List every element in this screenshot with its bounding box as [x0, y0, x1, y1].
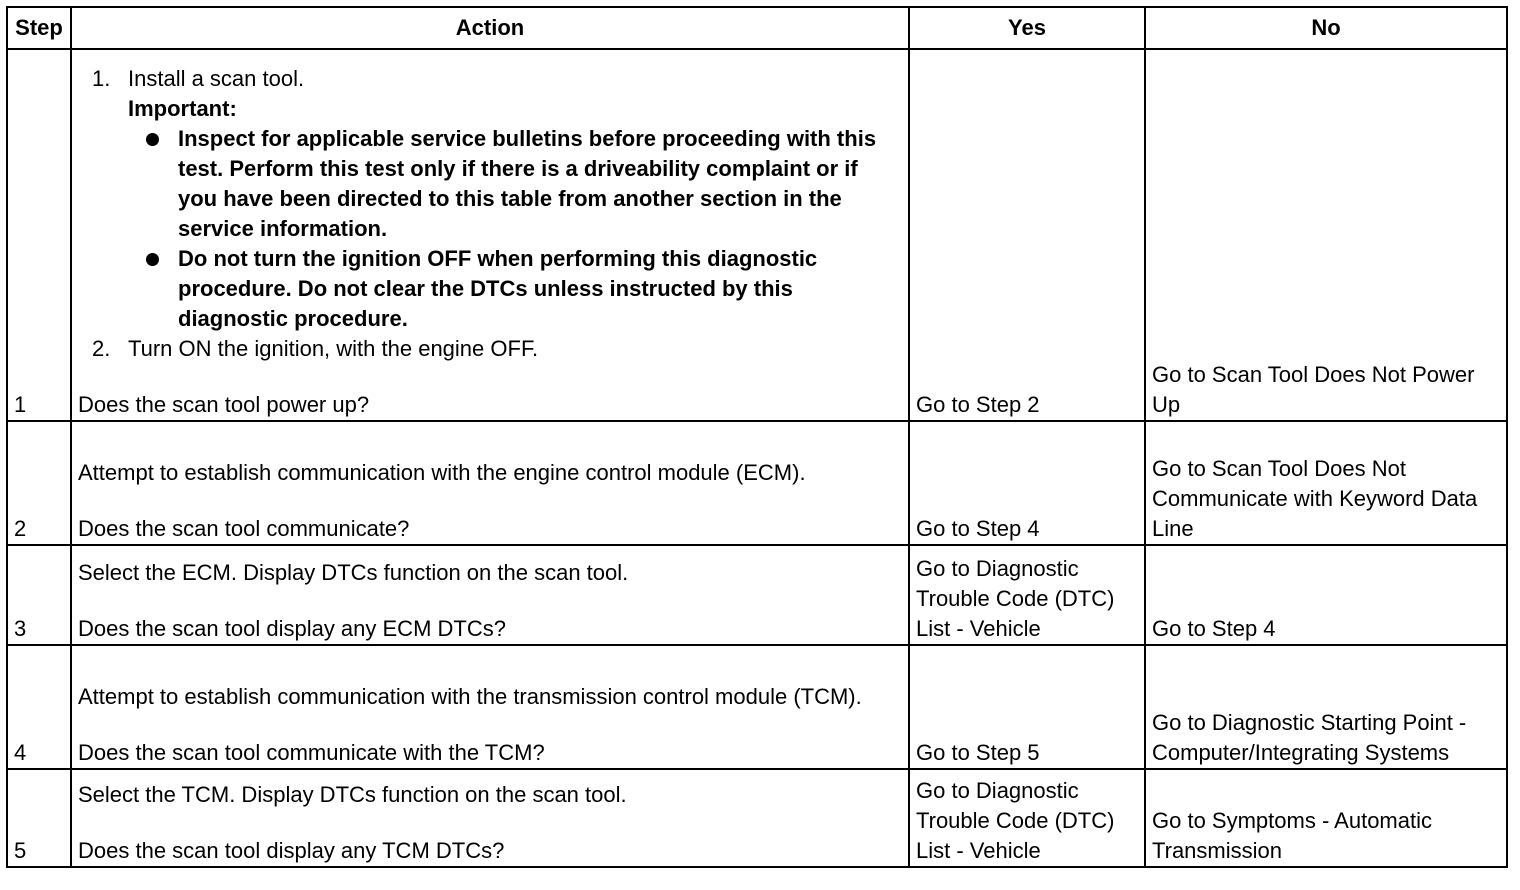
bullet-text: Do not turn the ignition OFF when performing this diagnostic procedure. Do not clear the DTCs unless instructed by this diagnostic procedure.: [178, 246, 818, 331]
table-row: [7, 421, 1507, 545]
table-row: [7, 769, 1507, 867]
header-yes: Yes: [909, 7, 1145, 49]
bullet-item: [78, 124, 902, 244]
question-text: Does the scan tool display any ECM DTCs?: [78, 616, 506, 641]
bullet-icon: [144, 244, 178, 334]
bullet-text: Inspect for applicable service bulletins before proceeding with this test. Perform this test only if there is a driveability complaint or if you have been directed to this table from another section in the service information.: [178, 126, 877, 241]
no-cell: Go to Diagnostic Starting Point - Computer/Integrating Systems: [1145, 645, 1507, 769]
table-row: [7, 645, 1507, 769]
no-cell: Go to Step 4: [1145, 545, 1507, 645]
table-row: [7, 49, 1507, 421]
action-cell: [71, 645, 909, 769]
numbered-item: [78, 334, 902, 364]
header-action: Action: [71, 7, 909, 49]
no-cell: Go to Symptoms - Automatic Transmission: [1145, 769, 1507, 867]
item-text: Install a scan tool.: [128, 66, 305, 91]
step-number: 3: [7, 545, 71, 645]
question-text: Does the scan tool display any TCM DTCs?: [78, 838, 505, 863]
step-number: 2: [7, 421, 71, 545]
action-cell: [71, 769, 909, 867]
item-number: 1.: [92, 66, 111, 91]
item-text: Turn ON the ignition, with the engine OFF.: [128, 336, 539, 361]
header-no: No: [1145, 7, 1507, 49]
spacer: [78, 712, 902, 738]
no-cell: Go to Scan Tool Does Not Power Up: [1145, 49, 1507, 421]
table-header-row: [7, 7, 1507, 49]
instruction-text: Select the TCM. Display DTCs function on the scan tool.: [78, 782, 627, 807]
item-number: 2.: [92, 336, 111, 361]
yes-cell: Go to Step 4: [909, 421, 1145, 545]
step-number: 1: [7, 49, 71, 421]
instruction-text: Select the ECM. Display DTCs function on the scan tool.: [78, 560, 629, 585]
question-text: Does the scan tool communicate with the TCM?: [78, 740, 545, 765]
yes-cell: Go to Step 2: [909, 49, 1145, 421]
step-number: 5: [7, 769, 71, 867]
action-cell: [71, 421, 909, 545]
instruction-text: Attempt to establish communication with the engine control module (ECM).: [78, 460, 806, 485]
spacer: [78, 810, 902, 836]
spacer: [78, 588, 902, 614]
yes-cell: Go to Diagnostic Trouble Code (DTC) List - Vehicle: [909, 769, 1145, 867]
header-step: Step: [7, 7, 71, 49]
bullet-item: [78, 244, 902, 334]
step-number: 4: [7, 645, 71, 769]
numbered-item: [78, 64, 902, 94]
spacer: [78, 364, 902, 390]
question-text: Does the scan tool power up?: [78, 392, 370, 417]
instruction-text: Attempt to establish communication with the transmission control module (TCM).: [78, 684, 862, 709]
question-text: Does the scan tool communicate?: [78, 516, 410, 541]
spacer: [78, 488, 902, 514]
table-row: [7, 545, 1507, 645]
action-cell: [71, 49, 909, 421]
no-cell: Go to Scan Tool Does Not Communicate with Keyword Data Line: [1145, 421, 1507, 545]
yes-cell: Go to Diagnostic Trouble Code (DTC) List - Vehicle: [909, 545, 1145, 645]
action-cell: [71, 545, 909, 645]
important-label: Important:: [128, 96, 237, 121]
diagnostic-table: [6, 6, 1508, 868]
bullet-icon: [144, 124, 178, 244]
yes-cell: Go to Step 5: [909, 645, 1145, 769]
